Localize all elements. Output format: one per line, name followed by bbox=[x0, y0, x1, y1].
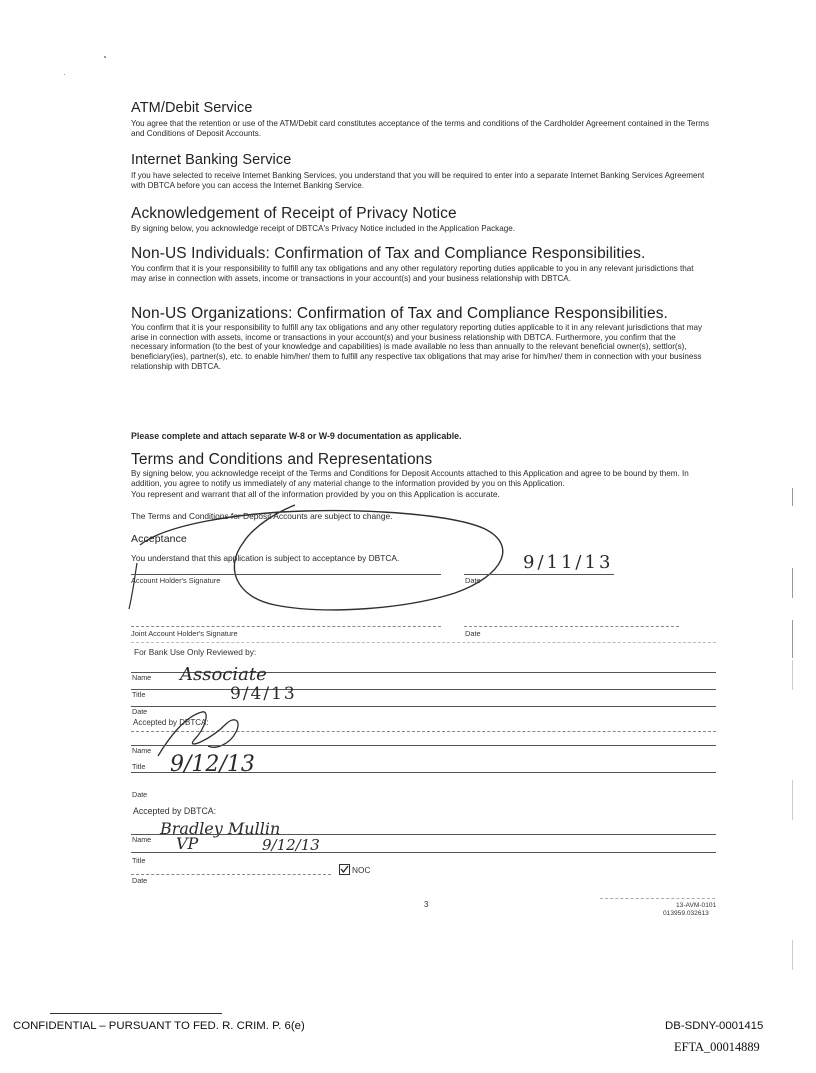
terms-subject-text: The Terms and Conditions for Deposit Accounts are subject to change. bbox=[131, 511, 393, 521]
bottom-dash-line bbox=[600, 898, 715, 899]
efta-number: EFTA_00014889 bbox=[674, 1040, 760, 1054]
margin-mark bbox=[792, 940, 793, 970]
accepted-label: Accepted by DBTCA: bbox=[133, 718, 209, 727]
margin-mark bbox=[792, 620, 793, 658]
accepted2-title-line bbox=[131, 852, 716, 853]
atm-debit-heading: ATM/Debit Service bbox=[131, 100, 253, 116]
accepted2-name-line bbox=[131, 834, 716, 835]
represent-warrant-text: You represent and warrant that all of the information provided by you on this Application is accurate. bbox=[131, 489, 500, 499]
handwritten-accepter-date: 9/12/13 bbox=[262, 836, 320, 854]
terms-heading: Terms and Conditions and Representations bbox=[131, 451, 433, 468]
page-number: 3 bbox=[424, 900, 429, 909]
privacy-notice-text: By signing below, you acknowledge receipt of DBTCA's Privacy Notice included in the Application Package. bbox=[131, 224, 515, 233]
internet-banking-text: If you have selected to receive Internet Banking Services, you understand that you will be required to enter into a separate Internet Banking Services Agreement with DBTCA before you can access the Internet Banking Service. bbox=[131, 171, 705, 190]
confidential-notice: CONFIDENTIAL – PURSUANT TO FED. R. CRIM. P. 6(e) bbox=[13, 1020, 305, 1032]
accepted-date-label: Date bbox=[132, 790, 148, 799]
scan-speck bbox=[104, 56, 106, 58]
non-us-organizations-text: You confirm that it is your responsibility to fulfill any tax obligations and any other regulatory reporting duties applicable to it in any relevant jurisdictions that may arise in connection with assets, income or transactions in your account(s) and your business relationship with DBTCA. Furthermore, you confirm that the necessary information (to the best of your knowledge and capabilities) is made available no less than annually to the relevant beneficial owner(s), settlor(s), beneficiary(ies), partner(s), etc. to enable him/her/ them to fulfill any respective tax obligations that may arise for him/her/ them in connection with your business relationship with DBTCA. bbox=[131, 323, 703, 371]
accepted-name-line bbox=[131, 745, 716, 746]
accepted2-date-line bbox=[131, 874, 331, 875]
handwritten-accepter-name: Bradley Mullin bbox=[160, 819, 281, 838]
accepted2-title-label: Title bbox=[132, 856, 146, 865]
non-us-individuals-heading: Non-US Individuals: Confirmation of Tax and Compliance Responsibilities. bbox=[131, 245, 646, 262]
joint-date-label: Date bbox=[465, 629, 481, 638]
joint-signature-line bbox=[131, 626, 441, 627]
terms-text: By signing below, you acknowledge receipt of the Terms and Conditions for Deposit Accounts attached to this Application and agree to be bound by them. In addition, you agree to notify us immediately of any material change to the information provided by you on this Application. bbox=[131, 469, 689, 488]
noc-checkbox[interactable] bbox=[339, 864, 350, 875]
margin-mark bbox=[792, 488, 793, 506]
account-holder-signature-label: Account Holder's Signature bbox=[131, 576, 221, 585]
accepted2-date-label: Date bbox=[132, 876, 148, 885]
signature-scribble bbox=[125, 497, 530, 622]
form-code-2: 013959.032613 bbox=[663, 910, 709, 917]
acceptance-text: You understand that this application is subject to acceptance by DBTCA. bbox=[131, 553, 400, 563]
privacy-notice-heading: Acknowledgement of Receipt of Privacy Notice bbox=[131, 205, 457, 222]
joint-signature-label: Joint Account Holder's Signature bbox=[131, 629, 238, 638]
bank-date-label: Date bbox=[132, 707, 148, 716]
handwritten-title: Associate bbox=[180, 664, 267, 685]
accepted-name-label: Name bbox=[132, 746, 152, 755]
accepted2-name-label: Name bbox=[132, 835, 152, 844]
scan-speck bbox=[64, 74, 65, 75]
handwritten-review-date: 9/4/13 bbox=[230, 684, 297, 704]
accepted-title-label: Title bbox=[132, 762, 146, 771]
date-line bbox=[464, 574, 614, 575]
internet-banking-heading: Internet Banking Service bbox=[131, 152, 292, 168]
margin-mark bbox=[792, 568, 793, 598]
non-us-individuals-text: You confirm that it is your responsibility to fulfill any tax obligations and any other regulatory reporting duties applicable to you in any relevant jurisdictions that may arise in connection with assets, income or transactions in your account(s) and your business relationship with DBTCA. bbox=[131, 264, 694, 283]
bank-use-top-border bbox=[131, 642, 716, 643]
title-label: Title bbox=[132, 690, 146, 699]
title-line bbox=[131, 689, 716, 690]
account-holder-signature-line bbox=[131, 574, 441, 575]
margin-mark bbox=[792, 660, 793, 690]
date-label: Date bbox=[465, 576, 481, 585]
atm-debit-text: You agree that the retention or use of the ATM/Debit card constitutes acceptance of the terms and conditions of the Cardholder Agreement contained in the Terms and Conditions of Deposit Accounts. bbox=[131, 119, 709, 138]
acceptance-heading: Acceptance bbox=[131, 533, 187, 545]
noc-label: NOC bbox=[352, 865, 371, 875]
margin-mark bbox=[792, 780, 793, 820]
form-code: 13-AVM-0101 bbox=[676, 902, 717, 909]
w8-w9-note: Please complete and attach separate W-8 or W-9 documentation as applicable. bbox=[131, 431, 462, 441]
non-us-organizations-heading: Non-US Organizations: Confirmation of Tax and Compliance Responsibilities. bbox=[131, 305, 668, 322]
handwritten-accept-date: 9/12/13 bbox=[170, 752, 255, 777]
joint-date-line bbox=[464, 626, 679, 627]
name-label: Name bbox=[132, 673, 152, 682]
bank-use-header: For Bank Use Only Reviewed by: bbox=[134, 647, 257, 657]
bates-number: DB-SDNY-0001415 bbox=[665, 1020, 764, 1032]
handwritten-date: 9/11/13 bbox=[523, 552, 614, 573]
handwritten-accepter-title: VP bbox=[176, 834, 199, 853]
footer-rule bbox=[50, 1013, 222, 1014]
accepted2-label: Accepted by DBTCA: bbox=[133, 806, 217, 816]
